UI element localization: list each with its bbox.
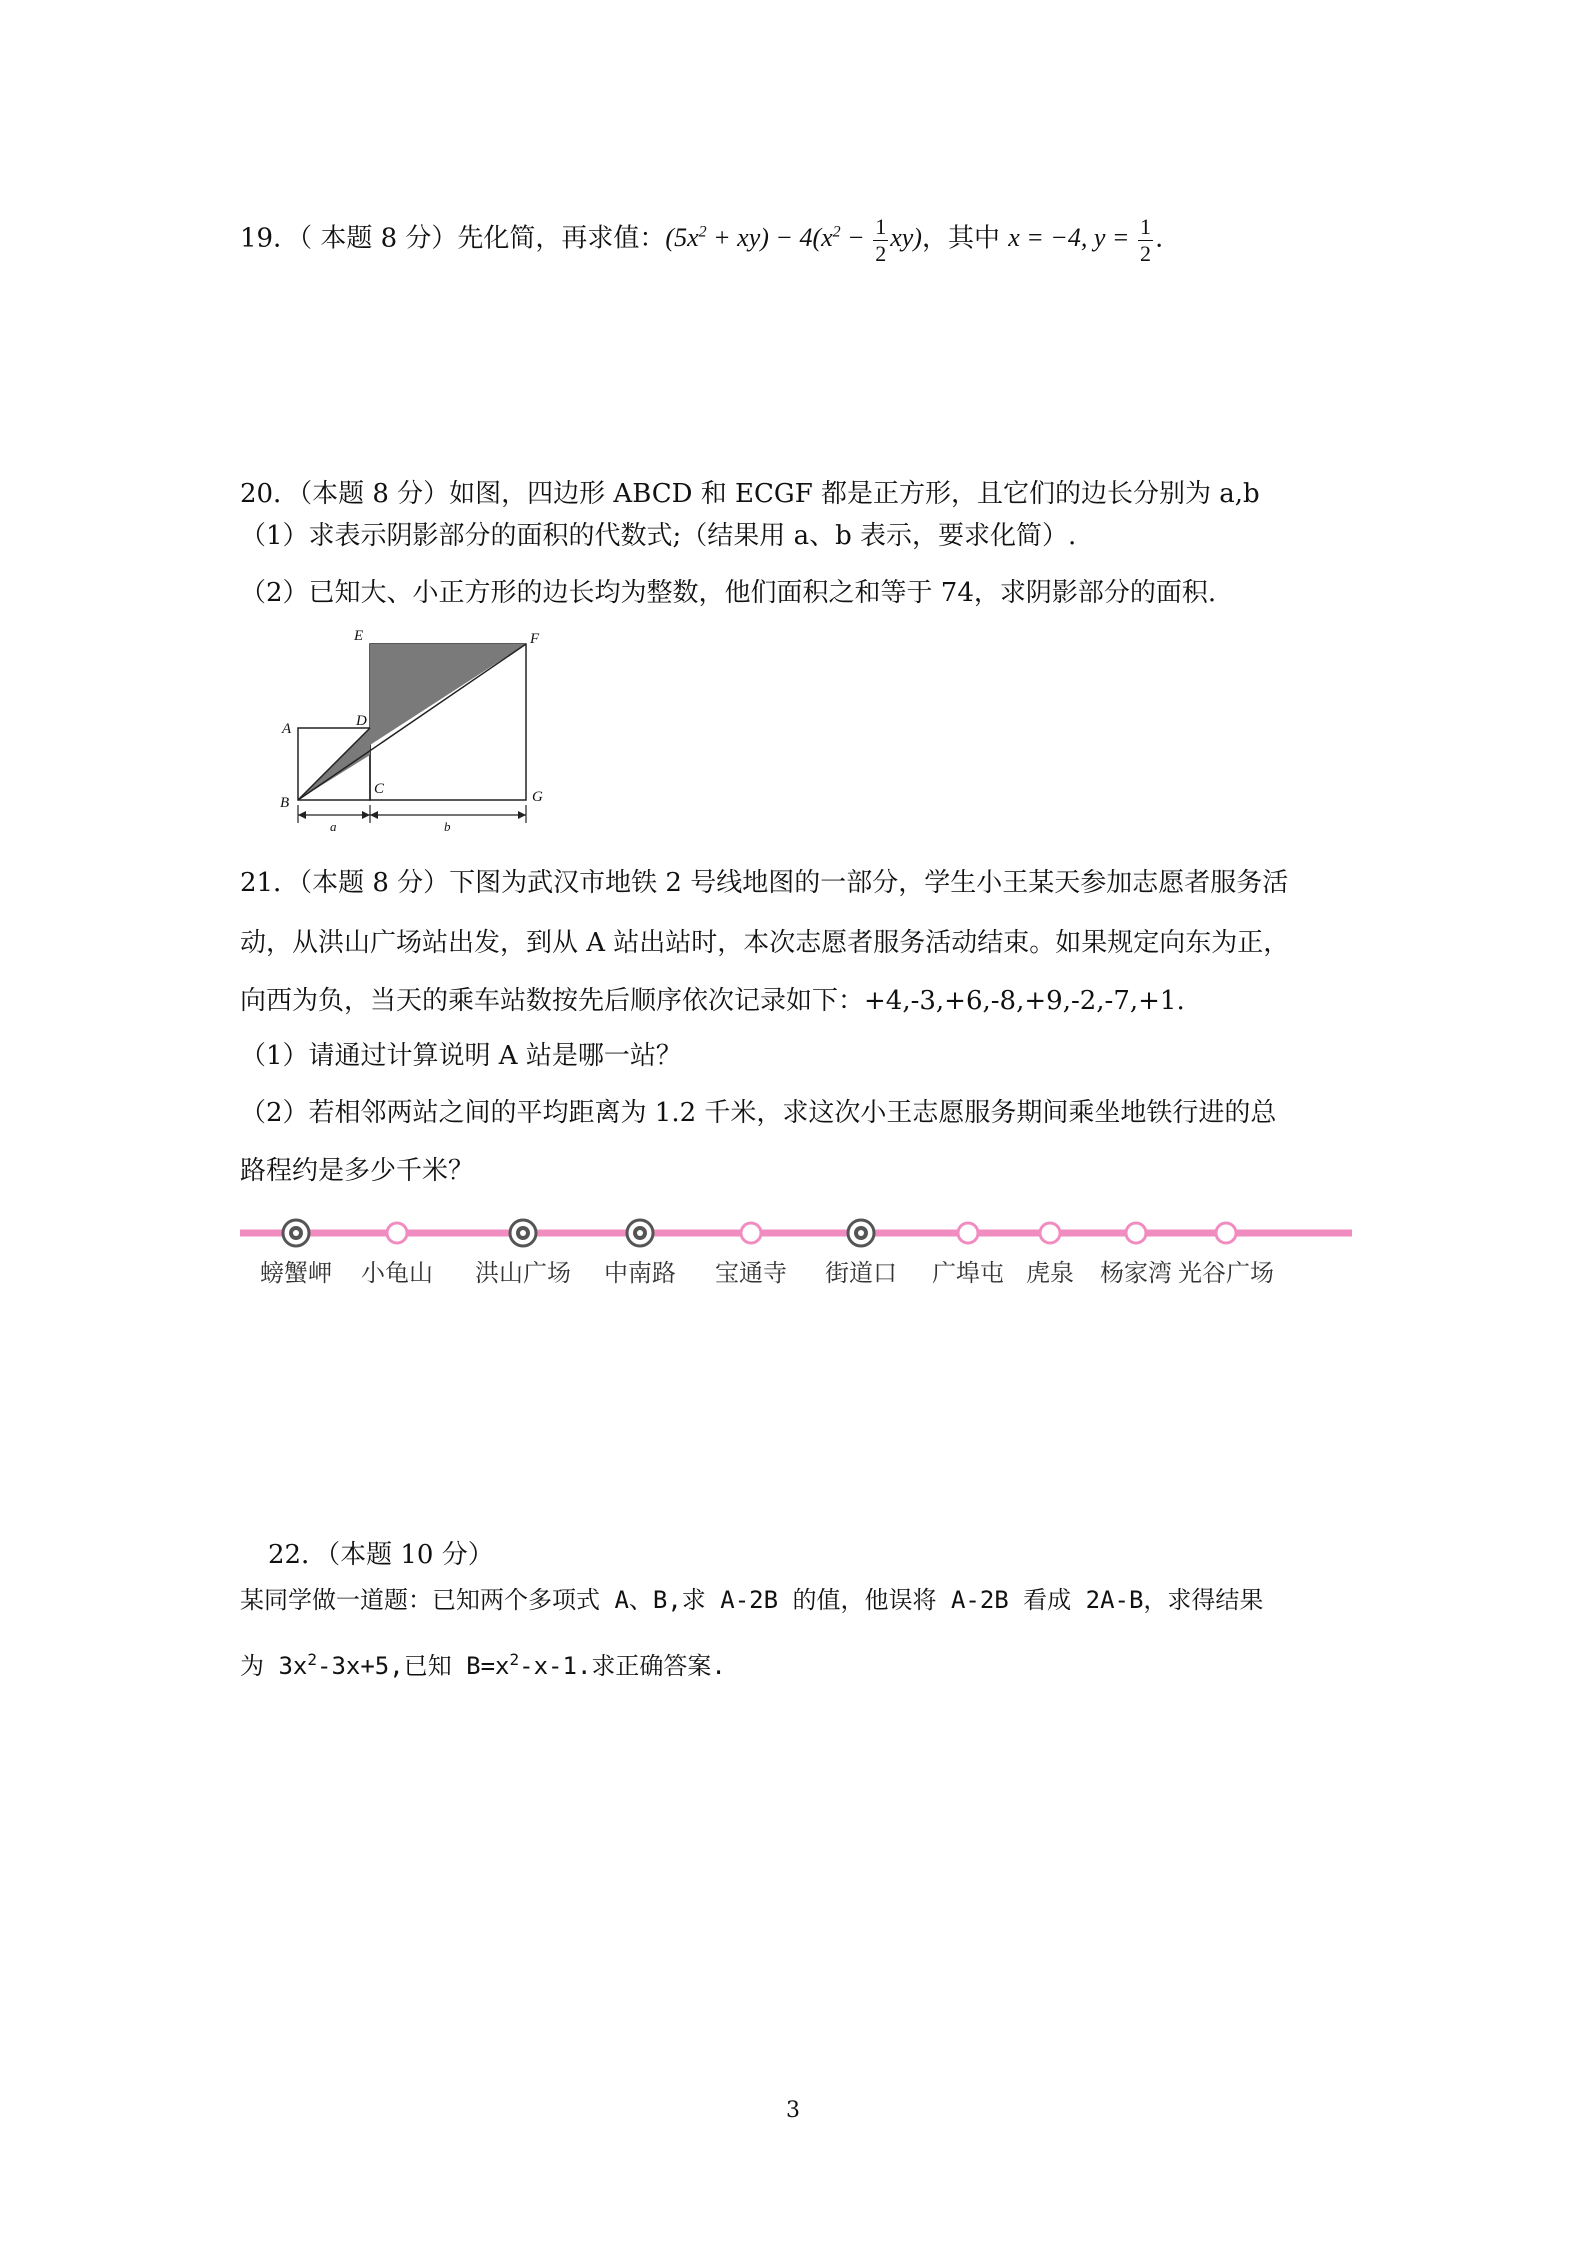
label-g: G [532,789,543,805]
station-name: 宝通寺 [715,1259,787,1287]
q21-line1: 21．（本题 8 分）下图为武汉市地铁 2 号线地图的一部分，学生小王某天参加志愿者服务活 [240,868,1289,898]
q19-expression: $(5x^2 + xy) - 4(x^2$ − $\frac{1}{2}$ xy) [665,214,922,266]
station-icon [1216,1223,1236,1243]
q19-head: 19．（ 本题 8 分）先化简，再求值： [240,223,666,254]
label-a: A [282,721,292,737]
q21-line2: 动，从洪山广场站出发，到从 A 站出站时，本次志愿者服务活动结束。如果规定向东为正， [240,928,1290,958]
label-b: B [280,795,290,811]
label-e: E [354,628,364,644]
q21-line6: 路程约是多少千米？ [240,1156,475,1186]
q21-line3: 向西为负，当天的乘车站数按先后顺序依次记录如下：+4,-3,+6,-8,+9,-2,-7,+1. [240,986,1185,1016]
station-icon [1126,1223,1146,1243]
metro-line-map [240,1205,1360,1295]
q22-line2: 某同学做一道题：已知两个多项式 A、B,求 A-2B 的值，他误将 A-2B 看成 2A-B，求得结果 [240,1586,1264,1614]
label-d: D [356,713,367,729]
page-number: 3 [786,2098,800,2123]
station-name: 广埠屯 [932,1259,1004,1287]
q20-line3: （2）已知大、小正方形的边长均为整数，他们面积之和等于 74，求阴影部分的面积. [240,578,1217,608]
label-len-b: b [444,819,451,834]
label-len-a: a [330,819,337,834]
q21-line5: （2）若相邻两站之间的平均距离为 1.2 千米，求这次小王志愿服务期间乘坐地铁行进的总 [240,1098,1277,1128]
q19-fraction-y: $\frac{1}{2}$ [1139,214,1151,266]
station-name: 街道口 [825,1259,897,1287]
q20-line2: （1）求表示阴影部分的面积的代数式;（结果用 a、b 表示，要求化简）. [240,521,1077,551]
station-name: 杨家湾 [1100,1259,1172,1287]
station-name: 螃蟹岬 [260,1259,332,1287]
station-name: 洪山广场 [475,1259,571,1287]
station-name: 虎泉 [1026,1259,1074,1287]
q22-line3: 为 $3x^2-3x+5$,已知 $B=x^2-x-1$.求正确答案. [240,1650,726,1680]
station-icon [387,1223,407,1243]
q22-line1: 22．（本题 10 分） [268,1540,494,1570]
q20-line1: 20．（本题 8 分）如图，四边形 ABCD 和 ECGF 都是正方形，且它们的边长分别为 a,b [240,479,1260,509]
q19-fraction: $\frac{1}{2}$ [875,214,887,266]
q20-figure [270,625,570,835]
station-icon [1040,1223,1060,1243]
label-c: C [374,781,385,797]
q21-line4: （1）请通过计算说明 A 站是哪一站？ [240,1041,682,1071]
station-name: 光谷广场 [1178,1259,1274,1287]
q19-condition: x = −4, y = $\frac{1}{2}$ [1008,214,1151,266]
station-icon [958,1223,978,1243]
station-name: 小龟山 [361,1259,433,1287]
label-f: F [530,631,540,647]
q19-line: 19．（ 本题 8 分）先化简，再求值：$(5x^2 + xy) - 4(x^2$ − $\frac{1}{2}$ xy)，其中 x = −4, y = $\frac{1}{2}$ . [240,214,1164,266]
station-name: 中南路 [604,1259,676,1287]
line-bd [298,728,370,800]
station-icon [741,1223,761,1243]
